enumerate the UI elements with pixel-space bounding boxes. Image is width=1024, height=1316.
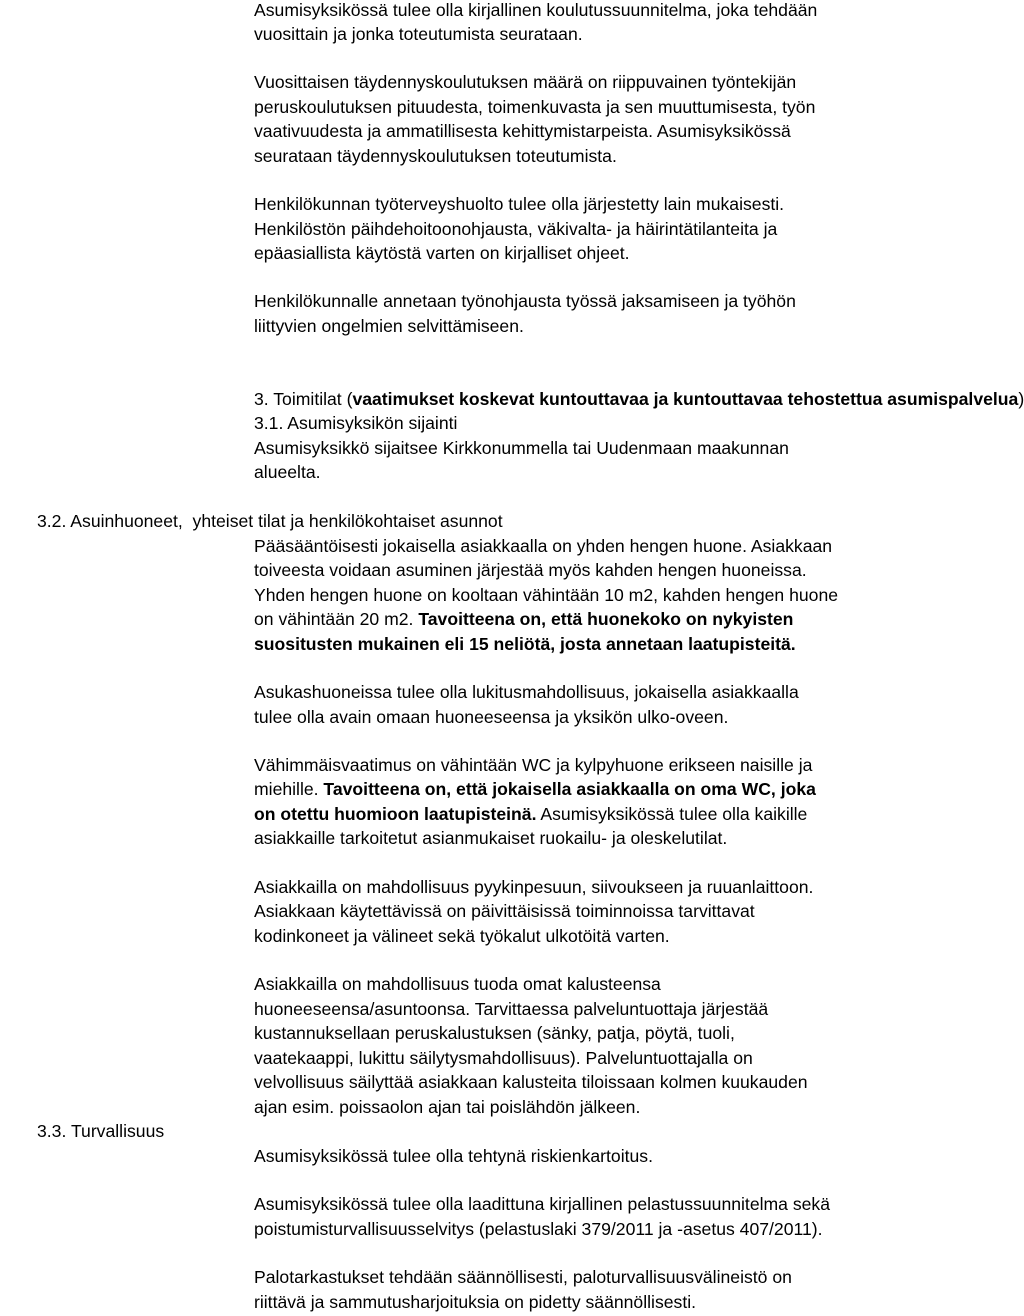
text-line: kodinkoneet ja välineet sekä työkalut ulkotöitä varten. (254, 926, 670, 946)
text-line: poistumisturvallisuusselvitys (pelastuslaki 379/2011 ja -asetus 407/2011). (254, 1219, 823, 1239)
text-line: Henkilöstön päihdehoitoonohjausta, väkivalta- ja häirintätilanteita ja (254, 219, 778, 239)
text-line: riittävä ja sammutusharjoituksia on pidetty säännöllisesti. (254, 1292, 697, 1312)
text-run: miehille. (254, 779, 324, 799)
section-title: Asuinhuoneet, yhteiset tilat ja henkilökohtaiset asunnot (70, 511, 503, 531)
text-line: vuosittain ja jonka toteutumista seurataan. (254, 24, 583, 44)
text-line: Henkilökunnan työterveyshuolto tulee olla järjestetty lain mukaisesti. (254, 194, 785, 214)
text-run: Asumisyksikössä tulee olla kaikille (536, 804, 808, 824)
text-line: Yhden hengen huone on kooltaan vähintään 10 m2, kahden hengen huone (254, 585, 839, 605)
text-line: huoneeseensa/asuntoonsa. Tarvittaessa palveluntuottaja järjestää (254, 999, 769, 1019)
section-3-1-heading (254, 413, 457, 433)
text-line: seurataan täydennyskoulutuksen toteutumista. (254, 146, 617, 166)
risk-assessment-text: Asumisyksikössä tulee olla tehtynä riskienkartoitus. (254, 1146, 653, 1166)
text-line: vaativuudesta ja ammatillisesta kehittymistarpeista. Asumisyksikössä (254, 121, 791, 141)
text-line: kustannuksellaan peruskalustuksen (sänky, patja, pöytä, tuoli, (254, 1023, 735, 1043)
section-3-3-heading (37, 1121, 164, 1141)
text-line: peruskoulutuksen pituudesta, toimenkuvasta ja sen muuttumisesta, työn (254, 97, 816, 117)
section-title: Turvallisuus (70, 1121, 165, 1141)
section-number: 3.2. (37, 511, 67, 531)
text-line: epäasiallista käytöstä varten on kirjalliset ohjeet. (254, 243, 630, 263)
section-title-bold: vaatimukset koskevat kuntouttavaa ja kuntouttavaa tehostettua asumispalvelua (352, 389, 1019, 409)
section-number: 3.3. (37, 1121, 67, 1141)
text-run: on vähintään 20 m2. (254, 609, 419, 629)
text-line: liittyvien ongelmien selvittämiseen. (254, 316, 524, 336)
text-line: Asumisyksikkö sijaitsee Kirkkonummella tai Uudenmaan maakunnan (254, 438, 789, 458)
text-line: suositusten mukainen eli 15 neliötä, josta annetaan laatupisteitä. (254, 634, 796, 654)
section-number: 3. (254, 389, 269, 409)
text-line: Asumisyksikössä tulee olla kirjallinen koulutussuunnitelma, joka tehdään (254, 0, 818, 20)
text-line: Asiakkailla on mahdollisuus tuoda omat kalusteensa (254, 974, 661, 994)
text-line: toiveesta voidaan asuminen järjestää myös kahden hengen huoneissa. (254, 560, 807, 580)
section-3-heading (254, 389, 1024, 409)
text-line: vaatekaappi, lukittu säilytysmahdollisuus). Palveluntuottajalla on (254, 1048, 753, 1068)
text-line: alueelta. (254, 462, 321, 482)
text-line: Pääsääntöisesti jokaisella asiakkaalla on yhden hengen huone. Asiakkaan (254, 536, 833, 556)
text-line: Asiakkaan käytettävissä on päivittäisissä toiminnoissa tarvittavat (254, 901, 755, 921)
text-line: Palotarkastukset tehdään säännöllisesti, paloturvallisuusvälineistö on (254, 1267, 792, 1287)
section-title-end: ) (1018, 389, 1024, 409)
section-3-2-heading (37, 511, 503, 531)
text-line: ajan esim. poissaolon ajan tai poislähdön jälkeen. (254, 1097, 641, 1117)
text-line: Asukashuoneissa tulee olla lukitusmahdollisuus, jokaisella asiakkaalla (254, 682, 799, 702)
bold-run: Tavoitteena on, että huonekoko on nykyisten (418, 609, 794, 629)
text-line: tulee olla avain omaan huoneeseensa ja yksikön ulko-oveen. (254, 707, 729, 727)
text-line (254, 804, 807, 824)
bold-run: Tavoitteena on, että jokaisella asiakkaalla on oma WC, joka (323, 779, 816, 799)
text-line: Vuosittaisen täydennyskoulutuksen määrä on riippuvainen työntekijän (254, 72, 797, 92)
text-line: velvollisuus säilyttää asiakkaan kalusteita tiloissaan kolmen kuukauden (254, 1072, 808, 1092)
section-title-start: Toimitilat ( (273, 389, 353, 409)
text-line: Henkilökunnalle annetaan työnohjausta työssä jaksamiseen ja työhön (254, 291, 796, 311)
bold-run: on otettu huomioon laatupisteinä. (254, 804, 537, 824)
text-line: Asiakkailla on mahdollisuus pyykinpesuun, siivoukseen ja ruuanlaittoon. (254, 877, 814, 897)
section-title: Asumisyksikön sijainti (287, 413, 458, 433)
text-line (254, 779, 816, 799)
section-number: 3.1. (254, 413, 284, 433)
text-line: Asumisyksikössä tulee olla laadittuna kirjallinen pelastussuunnitelma sekä (254, 1194, 831, 1214)
text-line: Vähimmäisvaatimus on vähintään WC ja kylpyhuone erikseen naisille ja (254, 755, 813, 775)
text-line (254, 609, 793, 629)
text-line: asiakkaille tarkoitetut asianmukaiset ruokailu- ja oleskelutilat. (254, 828, 728, 848)
